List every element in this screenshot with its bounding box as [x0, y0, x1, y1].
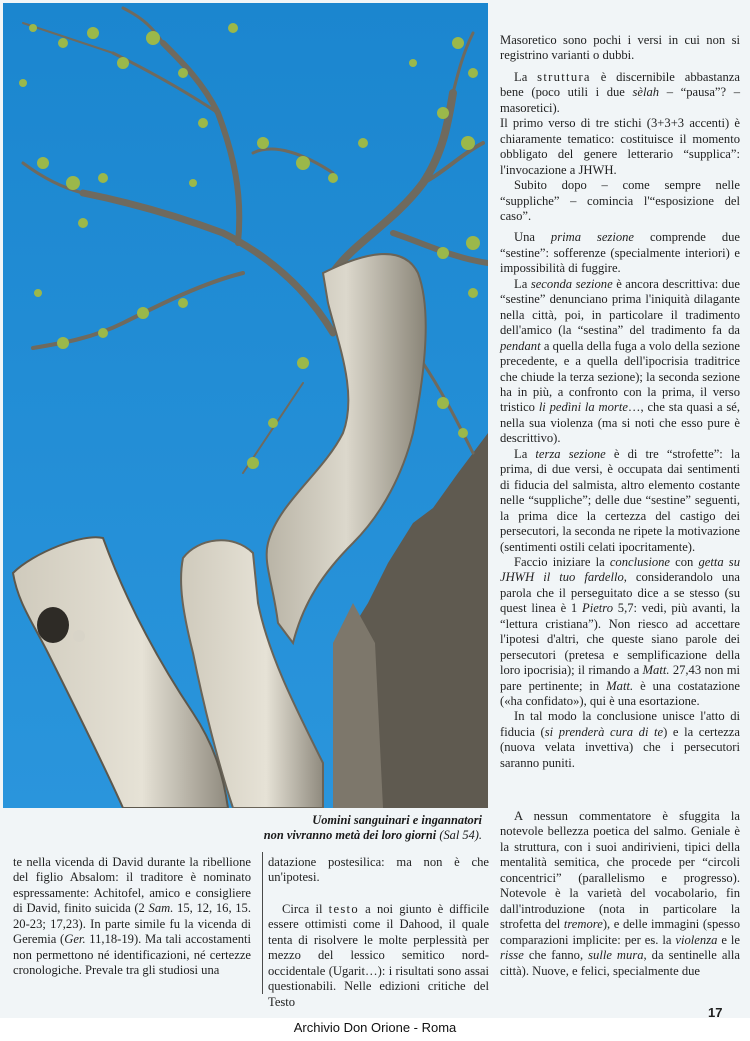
bottom-left-paragraph [13, 855, 251, 979]
text-span: comprende due “sestine”: sofferenze (specialmente interiori) e impossibilità di fuggire. [500, 230, 741, 276]
text-span: In tal modo la conclusione unisce l'atto di fiducia ( [500, 709, 740, 739]
term-sam: Sam. [148, 901, 174, 916]
right-paragraph-3: Il primo verso di tre stichi (3+3+3 accenti) è chiaramente tematico: costituisce il momento obbligato del genere letterario “supplica”: l'invocazione a JHWH. [500, 116, 740, 177]
term-risse: risse [500, 948, 524, 963]
text-span: a noi giunto è difficile essere ottimisti come il Dahood, il quale tenta di risolvere le molte perplessità per mezzo del lessico semitico nord-occidentale (Ugarit…): i risultati sono assai questionabili. Nelle edizioni critiche del Testo [268, 901, 490, 1009]
text-span: Una [514, 230, 535, 245]
text-span: è di tre “strofette”: la prima, di due versi, è occupata dai sentimenti di fiducia del salmista, altro elemento costante nelle “suppliche”; delle due “sestine” seguenti, la prima dice la certezza del castigo dei persecutori, la seconda ne ripete la motivazione (sentimenti ostili celati ipocritamente). [500, 446, 740, 554]
term-ger: Ger. [64, 932, 86, 947]
term-prima-sezione: prima sezione [550, 230, 635, 245]
term-terza-sezione: terza sezione [535, 446, 606, 461]
term-si-prendera: si prenderà cura di te [544, 724, 664, 739]
column-divider [262, 852, 263, 994]
text-span: , da sentinelle alla città). Nuove, e felici, specialmente due [500, 948, 741, 978]
text-span: è ancora descrittiva: due “sestine” denunciano prima l'iniquità dilagante nella città, poi, in particolare il tradimento dell'amico (la “sestina” del tradimento fa da [500, 276, 740, 338]
text-span: , considerandolo una parola che il perseguitato dice a se stesso (su quest linea è 1 [500, 570, 740, 616]
text-span: ), e delle immagini (spesso comparazioni implicite: per es. la [500, 917, 740, 947]
term-matt: Matt. [642, 663, 670, 678]
text-span: – “pausa”? – masoretici). [500, 85, 740, 115]
tree-illustration [3, 3, 488, 808]
right-paragraph-5 [500, 230, 740, 276]
term-struttura: struttura [537, 69, 591, 84]
term-selah: sèlah [632, 85, 660, 100]
right-paragraph-7 [500, 447, 740, 555]
bottom-right-paragraph [500, 809, 740, 979]
text-span: è discernibile abbastanza bene (poco utili i due [500, 69, 740, 100]
tree-photo [3, 3, 488, 808]
text-span: con [675, 554, 694, 569]
right-paragraph-6 [500, 277, 740, 447]
text-span: A nessun commentatore è sfuggita la notevole bellezza poetica del salmo. Geniale è la struttura, con i suoi andirivieni, tipici della mentalità semitica, che procede per “circoli concentrici” (parallelismo e progresso). Notevole è la varietà del vocabolario, fin dall'introduzione (nota in particolare la strofetta del [500, 809, 740, 932]
bottom-middle-paragraph-1: datazione postesilica: ma non è che un'ipotesi. [268, 855, 489, 885]
term-sulle-mura: sulle mura [588, 948, 644, 963]
text-span: è una costatazione («ha confidato»), qui è una esortazione. [500, 678, 740, 709]
page-number: 17 [708, 1005, 723, 1020]
right-column [500, 33, 740, 771]
right-paragraph-4: Subito dopo – come sempre nelle “suppliche” – comincia l'“esposizione del caso”. [500, 178, 740, 223]
knot-hole [37, 607, 69, 643]
text-span: Faccio iniziare la [514, 554, 605, 569]
term-conclusione: conclusione [609, 554, 670, 569]
text-span: ) e la certezza (nuova velata invettiva) che i persecutori saranno puniti. [500, 724, 740, 770]
text-span: 5,7: vedi, più avanti, la “lettura cristiana”). Non riesco ad accettare l'ipotesi d'altri, che queste siano parole dei persecutori (pretesa e semplificazione della loro ipocrisia); il rimando a [500, 601, 740, 678]
term-quote: li pedìni la morte [538, 400, 628, 415]
term-violenza: violenza [675, 932, 718, 947]
text-span: La [514, 69, 528, 84]
right-paragraph-structure [500, 70, 740, 116]
right-paragraph-9 [500, 709, 740, 771]
term-tremore: tremore [563, 917, 603, 932]
term-testo: testo [328, 901, 359, 916]
caption-line-2 [200, 828, 482, 843]
term-seconda-sezione: seconda sezione [530, 276, 613, 291]
text-span: Circa il [282, 901, 323, 916]
term-pietro: Pietro [582, 601, 614, 616]
bottom-right-column [500, 809, 740, 979]
term-pendant: pendant [500, 338, 541, 353]
text-span: 11,18-19). Ma tali accostamenti non permettono né identificazioni, né certezze cronologiche. Prevale tra gli studiosi una [13, 932, 251, 978]
right-paragraph-1: Masoretico sono pochi i versi in cui non si registrino varianti o dubbi. [500, 33, 740, 63]
text-span: a quella della fuga a volo della sezione precedente, e a quella dell'ipocrisia traditrice che chiude la terza sezione); la seconda sezione ha in più, a confronto con la prima, il verso tristico [500, 338, 740, 415]
caption-reference: (Sal 54). [439, 828, 482, 842]
bottom-middle-paragraph-2 [268, 902, 489, 1010]
text-span: e le [721, 932, 741, 947]
right-paragraph-8 [500, 555, 740, 710]
text-span: 15, 12, 16, 15. 20-23; 17,23). In parte simile fu la vicenda di Geremia ( [13, 901, 251, 947]
archive-footer: Archivio Don Orione - Roma [293, 1020, 457, 1035]
text-span: che fanno, [528, 948, 584, 963]
caption-line-1: Uomini sanguinari e ingannatori [312, 813, 482, 827]
caption-line-2-text: non vivranno metà dei loro giorni [263, 828, 437, 842]
photo-caption [200, 813, 482, 843]
text-span: …, che sta quasi a sé, nella sua violenza (ma si noti che esso pure è descrittivo). [500, 400, 740, 446]
text-span: La [514, 276, 528, 291]
bottom-middle-column [268, 855, 489, 1010]
text-span: te nella vicenda di David durante la ribellione del figlio Absalom: il traditore è nominato espressamente: Achitofel, amico e consigliere di David, finito suicida (2 [13, 855, 251, 916]
text-span: La [514, 446, 528, 461]
term-getta: getta su JHWH il tuo fardello [500, 554, 740, 585]
term-matt: Matt. [606, 678, 634, 693]
text-span: 27,43 non mi pare pertinente; in [500, 663, 740, 693]
bottom-left-column [13, 855, 251, 979]
knot-detail [73, 630, 85, 642]
